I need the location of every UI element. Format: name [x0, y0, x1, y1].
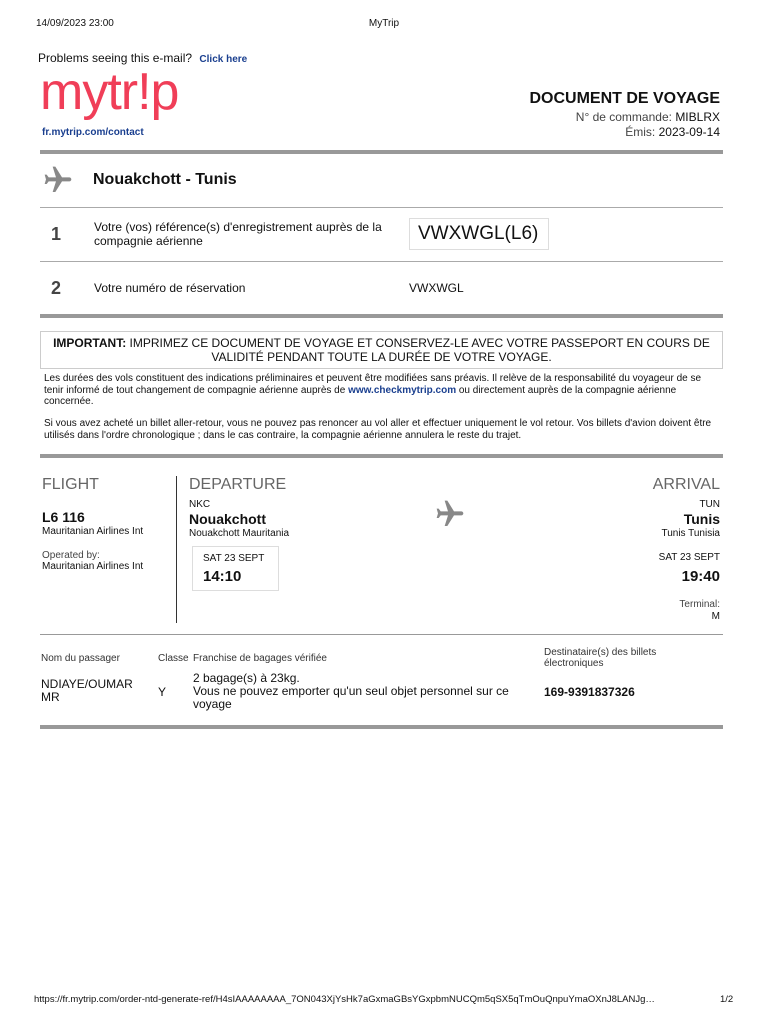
arrival-date: SAT 23 SEPT [658, 552, 720, 563]
document-title: DOCUMENT DE VOYAGE [529, 90, 720, 107]
baggage-line-2: Vous ne pouvez emporter qu'un seul objet personnel sur ce voyage [193, 684, 509, 711]
page-url: https://fr.mytrip.com/order-ntd-generate-ref/H4sIAAAAAAAA_7ON043XjYsHk7aGxmaGBsYGxpbmNUCQm5qSX5qTmOuQnpuYmaOXnJ8LANJg… [34, 994, 655, 1005]
reference-number-1: 1 [51, 224, 62, 244]
passenger-class: Y [158, 685, 167, 699]
click-here-link[interactable]: Click here [199, 54, 248, 65]
departure-heading: DEPARTURE [189, 476, 287, 493]
page-number: 1/2 [720, 994, 734, 1005]
order-label: N° de commande: [575, 110, 672, 124]
note-1-text-end: ou directement auprès de la compagnie aérienne concernée. [44, 384, 677, 407]
airline-reference-box: VWXWGL(L6) [409, 218, 549, 250]
terminal-value: M [711, 611, 720, 622]
departure-time: 14:10 [203, 568, 242, 585]
airline-name: Mauritanian Airlines Int [42, 526, 144, 537]
arrival-heading: ARRIVAL [652, 476, 720, 493]
header-baggage: Franchise de bagages vérifiée [193, 653, 327, 664]
important-notice [40, 331, 723, 369]
header-class: Classe [158, 653, 189, 664]
issued-value: 2023-09-14 [658, 125, 720, 139]
arrival-time: 19:40 [681, 568, 720, 585]
operated-by-label: Operated by: [42, 550, 100, 561]
print-datetime: 14/09/2023 23:00 [36, 18, 114, 29]
column-divider [176, 476, 177, 623]
plane-icon [40, 164, 76, 196]
reference-label-1: Votre (vos) référence(s) d'enregistrement auprès de la compagnie aérienne [94, 220, 382, 248]
issued-label: Émis: [625, 125, 656, 139]
important-label: IMPORTANT: [53, 336, 127, 350]
note-1-text: Les durées des vols constituent des indications préliminaires et peuvent être modifiées sans préavis. Il relève de la responsabilité du voyageur de se tenir informé de tout changement de compagnie aérienne auprès de [44, 373, 702, 396]
note-paragraph-2: Si vous avez acheté un billet aller-retour, vous ne pouvez pas renoncer au vol aller et effectuer uniquement le vol retour. Vos billets d'avion doivent être utilisés dans l'ordre chronologique ; dans le cas contraire, la compagnie aérienne annulera le reste du trajet. [44, 418, 712, 441]
contact-link[interactable]: fr.mytrip.com/contact [42, 127, 144, 138]
route-title: Nouakchott - Tunis [93, 171, 237, 188]
divider [40, 150, 723, 154]
departure-code: NKC [189, 499, 211, 510]
passenger-name: NDIAYE/OUMAR MR [41, 677, 133, 704]
email-notice-text: Problems seeing this e-mail? [38, 51, 193, 65]
order-value: MIBLRX [675, 110, 720, 124]
divider [40, 454, 723, 458]
important-text: IMPRIMEZ CE DOCUMENT DE VOYAGE ET CONSERVEZ-LE AVEC VOTRE PASSEPORT EN COURS DE VALIDITÉ PENDANT TOUTE LA DURÉE DE VOTRE VOYAGE. [129, 336, 710, 364]
departure-time-box [192, 546, 279, 591]
divider [40, 725, 723, 729]
baggage-allowance [193, 672, 528, 711]
plane-icon [432, 498, 468, 530]
ticket-number: 169-9391837326 [544, 685, 635, 699]
print-title: MyTrip [368, 18, 400, 29]
divider [40, 314, 723, 318]
arrival-city: Tunis [683, 511, 720, 527]
mytrip-logo: mytr!p [40, 63, 179, 121]
header-passenger-name: Nom du passager [41, 653, 120, 664]
order-number [576, 110, 720, 124]
arrival-detail: Tunis Tunisia [661, 528, 720, 539]
departure-detail: Nouakchott Mauritania [189, 528, 290, 539]
flight-heading: FLIGHT [42, 476, 99, 493]
flight-number: L6 116 [42, 509, 85, 525]
booking-number: VWXWGL [409, 281, 464, 295]
divider [40, 261, 723, 262]
terminal-label: Terminal: [679, 599, 720, 610]
note-paragraph-1 [44, 373, 722, 408]
departure-date: SAT 23 SEPT [203, 553, 265, 564]
arrival-code: TUN [699, 499, 720, 510]
departure-city: Nouakchott [189, 511, 266, 527]
checkmytrip-link[interactable]: www.checkmytrip.com [348, 384, 457, 396]
reference-label-2: Votre numéro de réservation [94, 281, 246, 295]
baggage-line-1: 2 bagage(s) à 23kg. [193, 671, 300, 685]
reference-number-2: 2 [51, 278, 62, 298]
divider [40, 634, 723, 635]
divider [40, 207, 723, 208]
issued-date [625, 125, 720, 139]
header-ticket-recipients: Destinataire(s) des billets électroniques [544, 647, 657, 669]
operated-by-value: Mauritanian Airlines Int [42, 561, 144, 572]
